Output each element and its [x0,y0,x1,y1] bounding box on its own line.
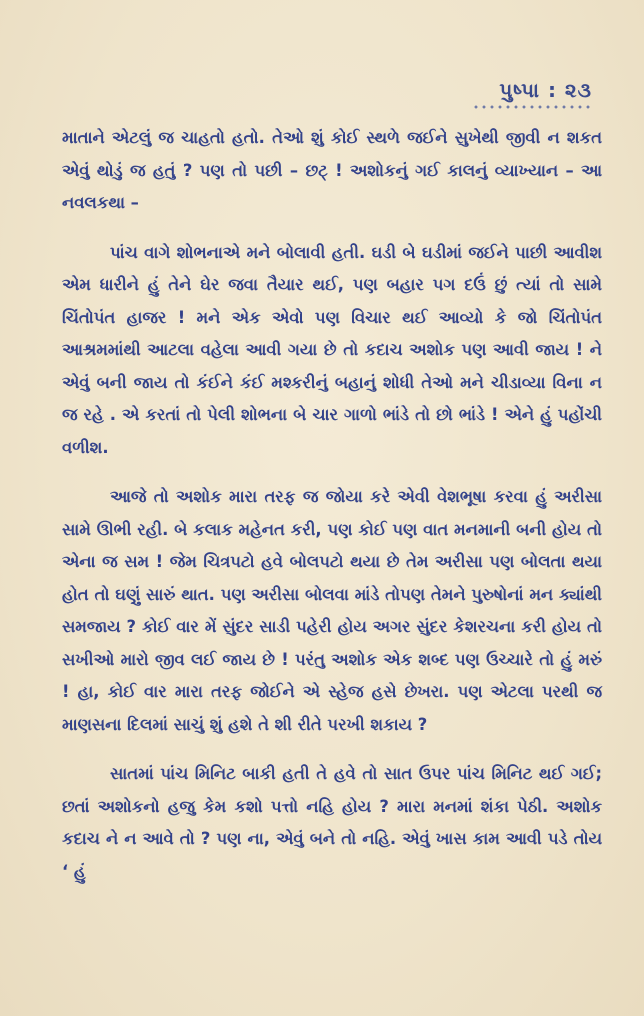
paragraph-2: પાંચ વાગે શોભનાએ મને બોલાવી હતી. ઘડી બે ઘડીમાં જઈને પાછી આવીશ એમ ધારીને હું તેને ઘેર જવા તૈયાર થઈ, પણ બહાર પગ દઉં છું ત્યાં તો સામે ચિંતોપંત હાજર ! મને એક એવો પણ વિચાર થઈ આવ્યો કે જો ચિંતોપંત આશ્રમમાંથી આટલા વહેલા આવી ગયા છે તો કદાચ અશોક પણ આવી જાય ! ને એવું બની જાય તો કંઈને કંઈ મશ્કરીનું બહાનું શોધી તેઓ મને ચીડાવ્યા વિના ન જ રહે . એ કરતાં તો પેલી શોભના બે ચાર ગાળો ભાંડે તો છો ભાંડે ! એને હું પહોંચી વળીશ. [62,242,603,457]
paragraph-3: આજે તો અશોક મારા તરફ જ જોયા કરે એવી વેશભૂષા કરવા હું અરીસા સામે ઊભી રહી. બે કલાક મહેનત કરી, પણ કોઈ પણ વાત મનમાની બની હોય તો એના જ સમ ! જેમ ચિત્રપટો હવે બોલપટો થયા છે તેમ અરીસા પણ બોલતા થયા હોત તો ઘણું સારું થાત. પણ અરીસા બોલવા માંડે તોપણ તેમને પુરુષોનાં મન ક્યાંથી સમજાય ? કોઈ વાર મેં સુંદર સાડી પહેરી હોય અગર સુંદર કેશરચના કરી હોય તો સખીઓ મારો જીવ લઈ જાય છે ! પરંતુ અશોક એક શબ્દ પણ ઉચ્ચારે તો હું મરું ! હા, કોઈ વાર મારા તરફ જોઈને એ સ્હેજ હસે છેખરા. પણ એટલા પરથી જ માણસના દિલમાં સાચું શું હશે તે શી રીતે પરખી શકાય ? [62,487,602,734]
running-head: પુષ્પા : ૨૩ [499,78,592,102]
paragraph-1: માતાને એટલું જ ચાહતો હતો. તેઓ શું કોઈ સ્થળે જઈને સુખેથી જીવી ન શકત એવું થોડું જ હતું ? પણ તો પછી – છટ્ ! અશોકનું ગઈ કાલનું વ્યાખ્યાન – આ નવલકથા – [62,128,602,212]
paragraph-gap [62,741,602,758]
paragraph-gap [62,220,602,237]
body-text [62,122,602,888]
header-dotted-rule [472,104,592,110]
paragraph-4: સાતમાં પાંચ મિનિટ બાકી હતી તે હવે તો સાત ઉપર પાંચ મિનિટ થઈ ગઈ; છતાં અશોકનો હજુ કેમ કશો પત્તો નહિ હોય ? મારા મનમાં શંકા પેઠી. અશોક કદાચ ને ન આવે તો ? પણ ના, એવું બને તો નહિ. એવું ખાસ કામ આવી પડે તોય ‘ હું [62,764,602,881]
page-header [472,78,592,110]
paragraph-gap [62,464,602,481]
